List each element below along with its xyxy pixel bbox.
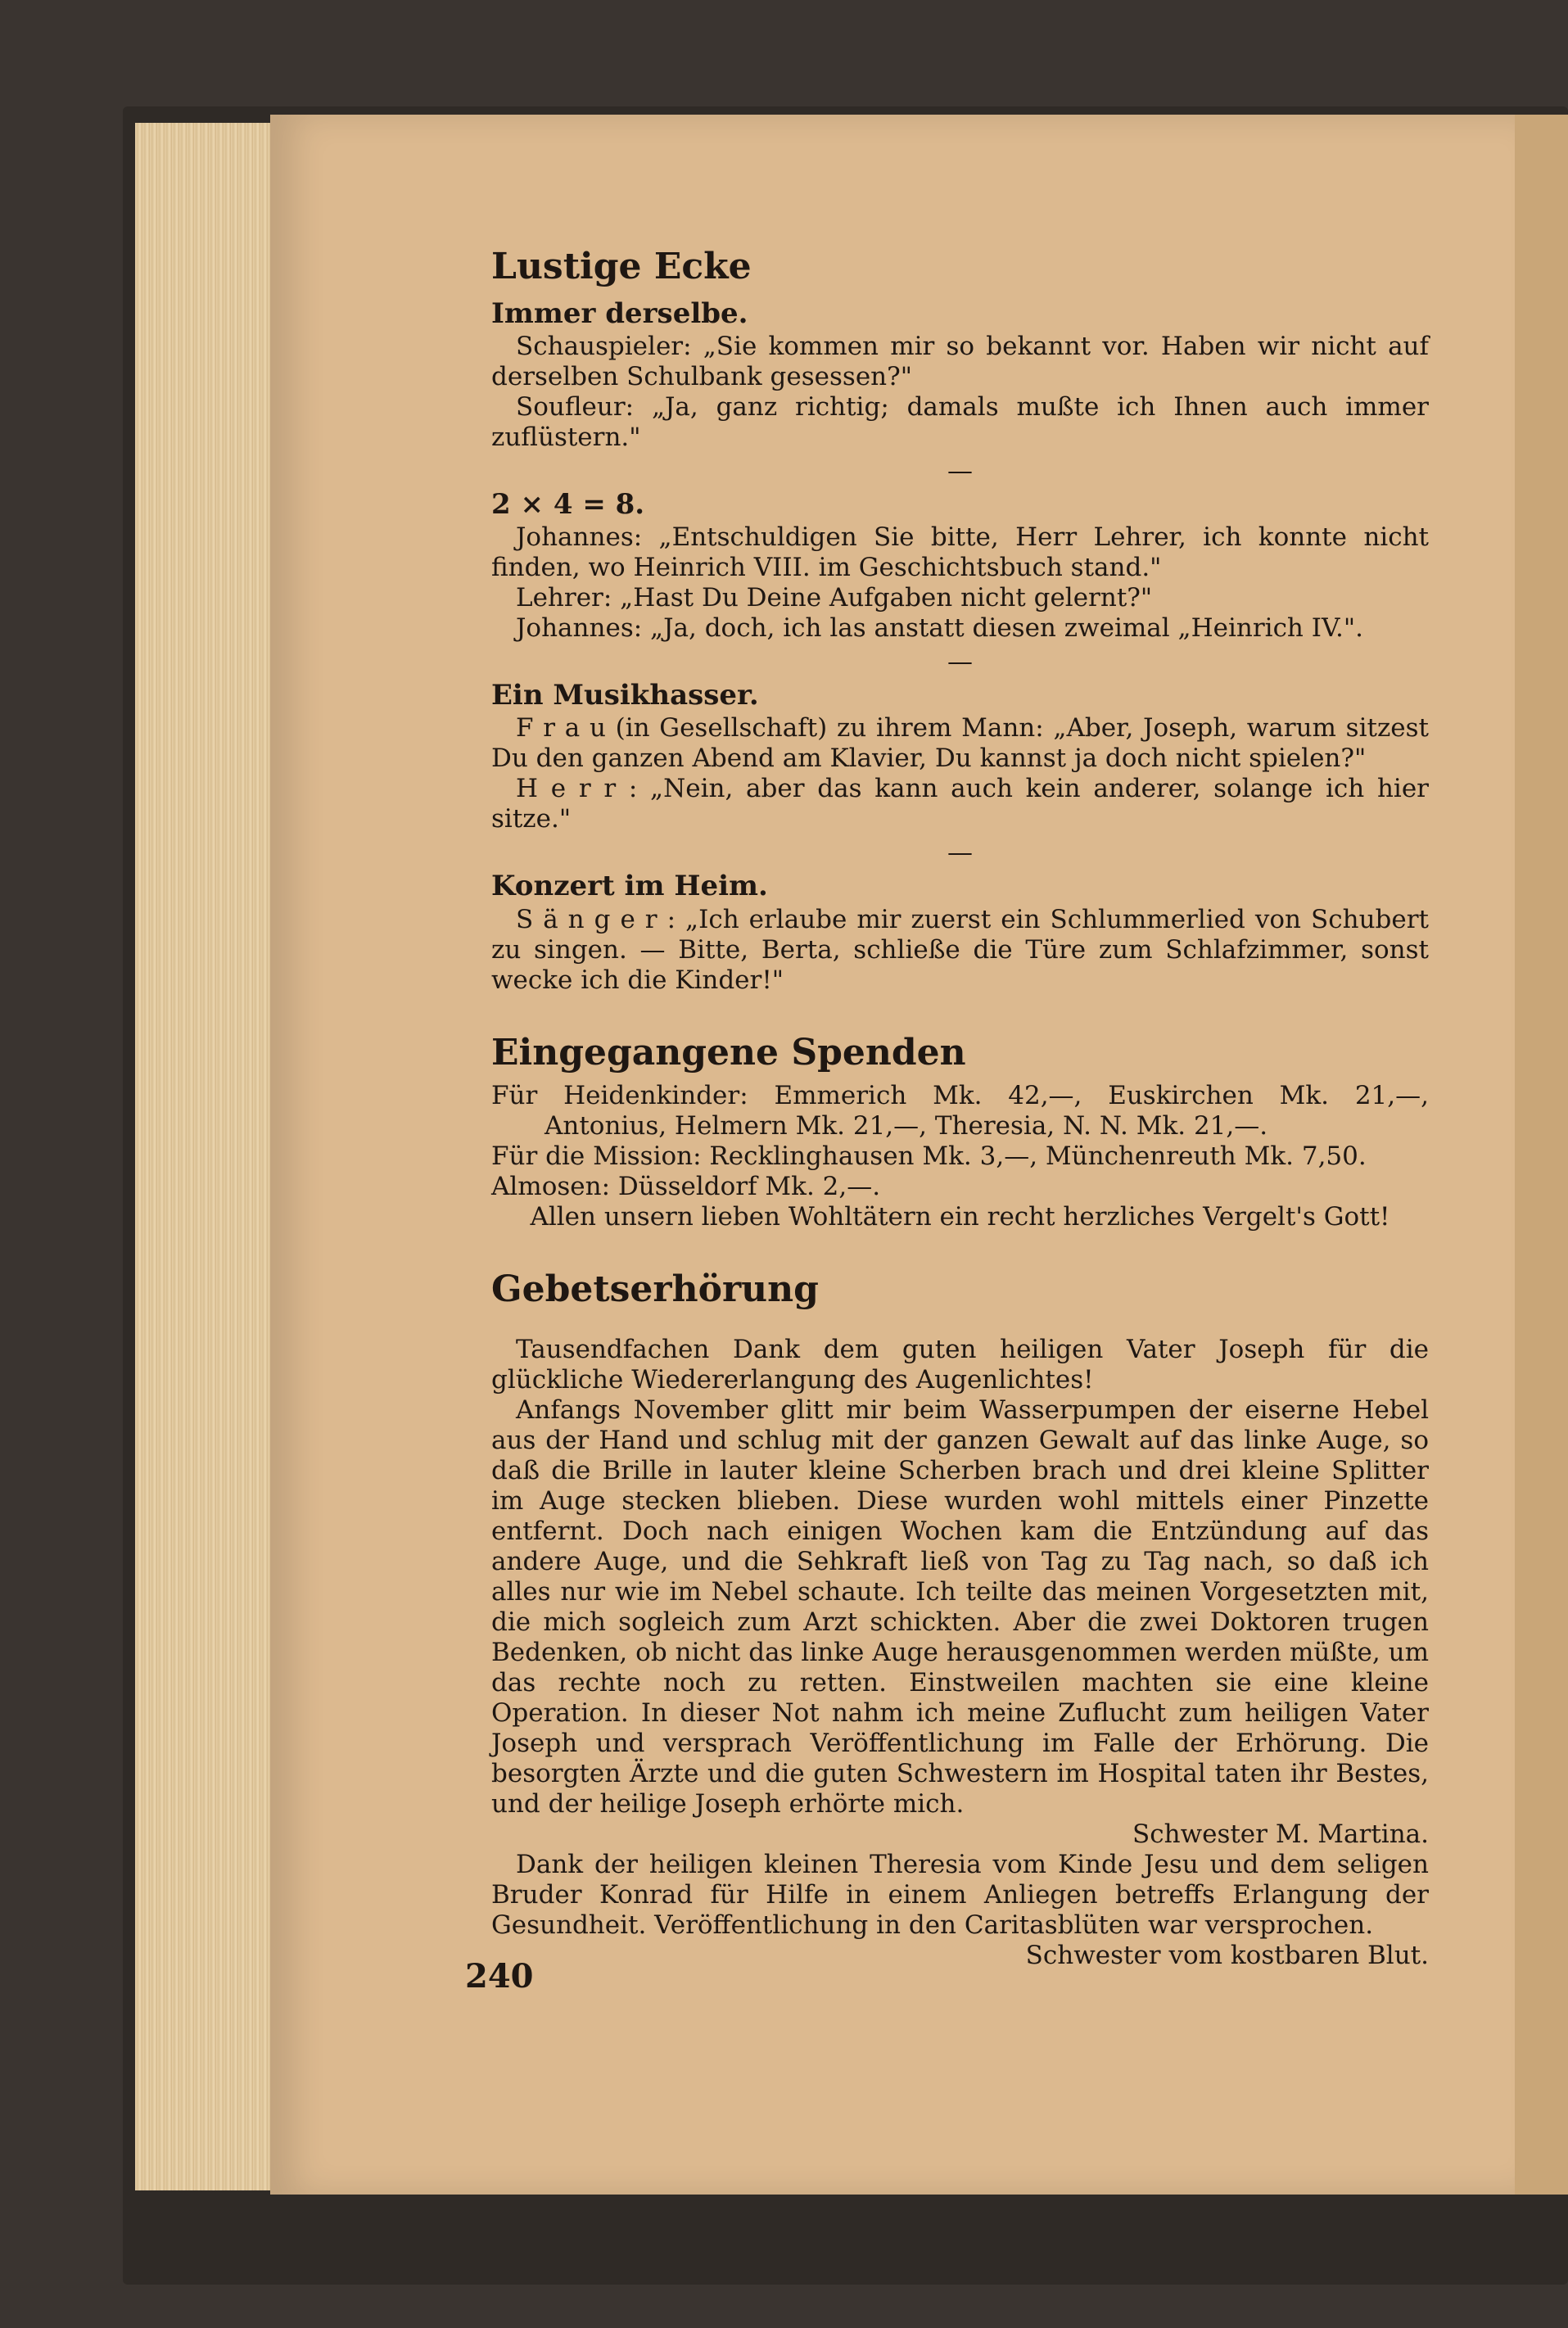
joke-heading-2x4: 2 × 4 = 8. bbox=[491, 487, 645, 521]
joke-heading-immer-derselbe: Immer derselbe. bbox=[491, 296, 748, 330]
joke-paragraph: Lehrer: „Hast Du Deine Aufgaben nicht gelernt?" bbox=[516, 583, 1153, 613]
joke-paragraph: Schauspieler: „Sie kommen mir so bekannt vor. Haben wir nicht auf derselben Schulbank gesessen?" bbox=[491, 331, 1429, 391]
page-content bbox=[491, 246, 1429, 1971]
joke-paragraph: Soufleur: „Ja, ganz richtig; damals mußte ich Ihnen auch immer zuflüstern." bbox=[491, 391, 1429, 452]
joke-heading-musikhasser: Ein Musikhasser. bbox=[491, 679, 759, 712]
thanks-line: Allen unsern lieben Wohltätern ein recht herzliches Vergelt's Gott! bbox=[530, 1202, 1390, 1232]
section-title-lustige-ecke: Lustige Ecke bbox=[491, 246, 752, 287]
donation-line: Für Heidenkinder: Emmerich Mk. 42,—, Euskirchen Mk. 21,—, Antonius, Helmern Mk. 21,—, Theresia, N. N. Mk. 21,—. bbox=[491, 1081, 1429, 1141]
section-title-spenden: Eingegangene Spenden bbox=[491, 1031, 966, 1074]
signature: Schwester vom kostbaren Blut. bbox=[1025, 1941, 1429, 1971]
prayer-paragraph: Dank der heiligen kleinen Theresia vom Kinde Jesu und dem seligen Bruder Konrad für Hilfe in einem Anliegen betreffs Erlangung der Gesundheit. Veröffentlichung in den Caritasblüten war versprochen. bbox=[491, 1850, 1429, 1941]
divider-dash: — bbox=[947, 647, 973, 677]
joke-paragraph: H e r r : „Nein, aber das kann auch kein anderer, solange ich hier sitze." bbox=[491, 774, 1429, 834]
section-title-gebetserhoerung: Gebetserhörung bbox=[491, 1268, 819, 1311]
divider-dash: — bbox=[947, 838, 973, 868]
divider-dash: — bbox=[947, 455, 973, 486]
prayer-paragraph: Tausendfachen Dank dem guten heiligen Vater Joseph für die glückliche Wiedererlangung des Augenlichtes! bbox=[491, 1335, 1429, 1395]
donation-line: Almosen: Düsseldorf Mk. 2,—. bbox=[491, 1172, 881, 1202]
joke-paragraph: Johannes: „Entschuldigen Sie bitte, Herr Lehrer, ich konnte nicht finden, wo Heinrich VIII. im Geschichtsbuch stand." bbox=[491, 522, 1429, 583]
joke-heading-konzert: Konzert im Heim. bbox=[491, 870, 768, 903]
joke-paragraph: S ä n g e r : „Ich erlaube mir zuerst ein Schlummerlied von Schubert zu singen. — Bitte, Berta, schließe die Türe zum Schlafzimmer, sonst wecke ich die Kinder!" bbox=[491, 904, 1429, 995]
joke-paragraph: Johannes: „Ja, doch, ich las anstatt diesen zweimal „Heinrich IV.". bbox=[516, 613, 1363, 644]
page-edges bbox=[135, 123, 282, 2190]
page-number: 240 bbox=[465, 1957, 534, 1996]
donation-line: Für die Mission: Recklinghausen Mk. 3,—, Münchenreuth Mk. 7,50. bbox=[491, 1141, 1367, 1172]
next-page-edge bbox=[1515, 115, 1568, 2195]
joke-paragraph: F r a u (in Gesellschaft) zu ihrem Mann: „Aber, Joseph, warum sitzest Du den ganzen Abend am Klavier, Du kannst ja doch nicht spielen?" bbox=[491, 713, 1429, 774]
prayer-paragraph: Anfangs November glitt mir beim Wasserpumpen der eiserne Hebel aus der Hand und schlug mit der ganzen Gewalt auf das linke Auge, so daß die Brille in lauter kleine Scherben brach und drei kleine Splitter im Auge stecken blieben. Diese wurden wohl mittels einer Pinzette entfernt. Doch nach einigen Wochen kam die Entzündung auf das andere Auge, und die Sehkraft ließ von Tag zu Tag nach, so daß ich alles nur wie im Nebel schaute. Ich teilte das meinen Vorgesetzten mit, die mich sogleich zum Arzt schickten. Aber die zwei Doktoren trugen Bedenken, ob nicht das linke Auge herausgenommen werden müßte, um das rechte noch zu retten. Einstweilen machten sie eine kleine Operation. In dieser Not nahm ich meine Zuflucht zum heiligen Vater Joseph und versprach Veröffentlichung im Falle der Erhörung. Die besorgten Ärzte und die guten Schwestern im Hospital taten ihr Bestes, und der heilige Joseph erhörte mich. bbox=[491, 1395, 1429, 1819]
signature: Schwester M. Martina. bbox=[1132, 1819, 1429, 1850]
